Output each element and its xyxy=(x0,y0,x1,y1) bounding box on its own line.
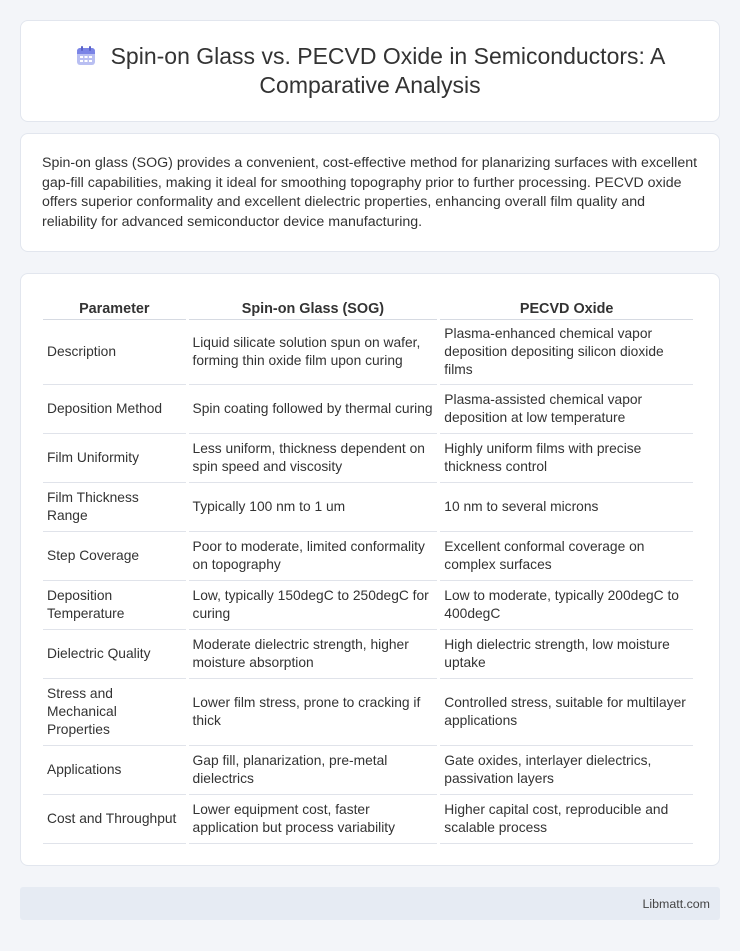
calendar-icon xyxy=(75,45,97,67)
title-card xyxy=(20,20,720,122)
cell-sog: Spin coating followed by thermal curing xyxy=(189,385,438,434)
table-row xyxy=(43,532,693,581)
page-title-wrap xyxy=(51,42,689,100)
header-pecvd: PECVD Oxide xyxy=(440,294,693,320)
cell-parameter: Step Coverage xyxy=(43,532,186,581)
cell-parameter: Deposition Temperature xyxy=(43,581,186,630)
page-title: Spin-on Glass vs. PECVD Oxide in Semiconductors: A Comparative Analysis xyxy=(110,43,666,98)
cell-sog: Less uniform, thickness dependent on spin speed and viscosity xyxy=(189,434,438,483)
cell-parameter: Cost and Throughput xyxy=(43,795,186,844)
cell-parameter: Stress and Mechanical Properties xyxy=(43,679,186,746)
cell-pecvd: Highly uniform films with precise thickness control xyxy=(440,434,693,483)
cell-parameter: Dielectric Quality xyxy=(43,630,186,679)
header-sog: Spin-on Glass (SOG) xyxy=(189,294,438,320)
summary-text: Spin-on glass (SOG) provides a convenient, cost-effective method for planarizing surfaces with excellent gap-fill capabilities, making it ideal for smoothing topography prior to further processing. PECVD oxide offers superior conformality and excellent dielectric properties, enhancing overall film quality and reliability for advanced semiconductor device manufacturing. xyxy=(42,155,698,230)
cell-pecvd: Plasma-enhanced chemical vapor deposition depositing silicon dioxide films xyxy=(440,320,693,385)
cell-sog: Liquid silicate solution spun on wafer, forming thin oxide film upon curing xyxy=(189,320,438,385)
table-row xyxy=(43,630,693,679)
cell-pecvd: Excellent conformal coverage on complex surfaces xyxy=(440,532,693,581)
cell-pecvd: 10 nm to several microns xyxy=(440,483,693,532)
header-parameter: Parameter xyxy=(43,294,186,320)
cell-parameter: Film Thickness Range xyxy=(43,483,186,532)
summary-card xyxy=(20,133,720,252)
table-row xyxy=(43,434,693,483)
cell-sog: Moderate dielectric strength, higher moisture absorption xyxy=(189,630,438,679)
table-row xyxy=(43,679,693,746)
cell-sog: Gap fill, planarization, pre-metal dielectrics xyxy=(189,746,438,795)
comparison-table xyxy=(40,294,696,844)
table-row xyxy=(43,795,693,844)
cell-parameter: Description xyxy=(43,320,186,385)
footer-brand-link[interactable]: Libmatt.com xyxy=(642,896,710,911)
cell-pecvd: Low to moderate, typically 200degC to 400degC xyxy=(440,581,693,630)
table-row xyxy=(43,746,693,795)
cell-parameter: Applications xyxy=(43,746,186,795)
table-row xyxy=(43,385,693,434)
cell-pecvd: High dielectric strength, low moisture uptake xyxy=(440,630,693,679)
cell-sog: Lower equipment cost, faster application but process variability xyxy=(189,795,438,844)
cell-pecvd: Controlled stress, suitable for multilayer applications xyxy=(440,679,693,746)
cell-sog: Poor to moderate, limited conformality on topography xyxy=(189,532,438,581)
table-row xyxy=(43,483,693,532)
cell-pecvd: Plasma-assisted chemical vapor deposition at low temperature xyxy=(440,385,693,434)
table-row xyxy=(43,320,693,385)
comparison-table-card xyxy=(20,273,720,866)
cell-sog: Low, typically 150degC to 250degC for curing xyxy=(189,581,438,630)
cell-sog: Lower film stress, prone to cracking if thick xyxy=(189,679,438,746)
table-row xyxy=(43,581,693,630)
cell-sog: Typically 100 nm to 1 um xyxy=(189,483,438,532)
table-header-row xyxy=(43,294,693,320)
cell-parameter: Film Uniformity xyxy=(43,434,186,483)
cell-pecvd: Gate oxides, interlayer dielectrics, passivation layers xyxy=(440,746,693,795)
cell-pecvd: Higher capital cost, reproducible and scalable process xyxy=(440,795,693,844)
cell-parameter: Deposition Method xyxy=(43,385,186,434)
footer-bar xyxy=(20,887,720,920)
